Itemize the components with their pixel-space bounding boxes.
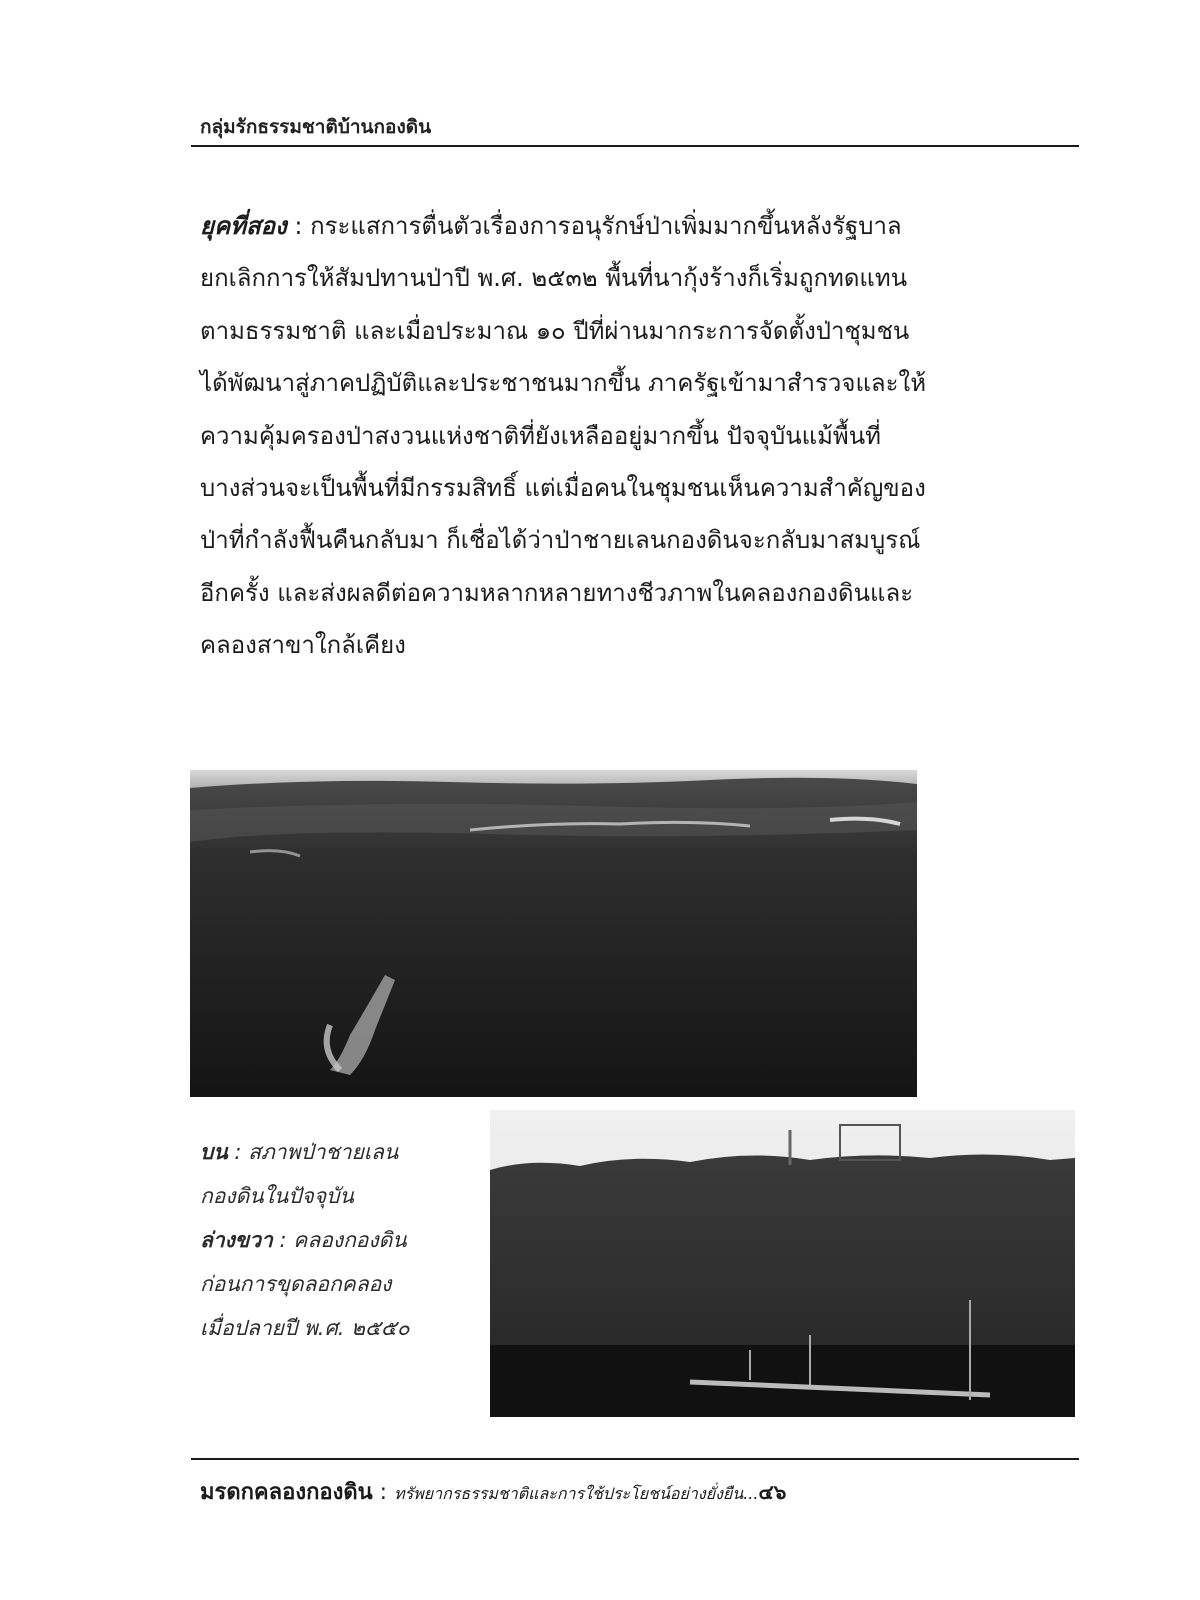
photo-caption [200,1130,470,1350]
body-paragraph [200,200,1070,672]
mangrove-forest-photo [190,770,917,1097]
caption-line: เมื่อปลายปี พ.ศ. ๒๕๕๐ [200,1316,410,1340]
paragraph-line: ยกเลิกการให้สัมปทานป่าปี พ.ศ. ๒๕๓๒ พื้นที่นากุ้งร้างก็เริ่มถูกทดแทน [200,264,908,293]
paragraph-line [200,200,1070,252]
paragraph-line: คลองสาขาใกล้เคียง [200,631,406,660]
caption-text: : คลองกองดิน [272,1228,407,1252]
caption-label-top: บน [200,1140,228,1164]
footer-separator: : [372,1480,395,1505]
paragraph-line: ตามธรรมชาติ และเมื่อประมาณ ๑๐ ปีที่ผ่านมากระการจัดตั้งป่าชุมชน [200,316,910,345]
paragraph-line: ป่าที่กำลังฟื้นคืนกลับมา ก็เชื่อได้ว่าป่าชายเลนกองดินจะกลับมาสมบูรณ์ [200,526,921,555]
header-rule [191,145,1079,147]
paragraph-line: ได้พัฒนาสู่ภาคปฏิบัติและประชาชนมากขึ้น ภาครัฐเข้ามาสำรวจและให้ [200,369,927,398]
footer-rule [191,1458,1079,1460]
caption-label-bottom-right: ล่างขวา [200,1228,273,1252]
page-number: ๔๖ [758,1480,787,1504]
footer-subtitle: ทรัพยากรธรรมชาติและการใช้ประโยชน์อย่างยั่งยืน [394,1484,744,1503]
caption-line: กองดินในปัจจุบัน [200,1184,354,1208]
footer-ellipsis: ... [743,1484,759,1503]
footer-title: มรดกคลองกองดิน [200,1480,373,1505]
caption-line [200,1218,470,1262]
caption-line: ก่อนการขุดลอกคลอง [200,1272,392,1296]
running-header: กลุ่มรักธรรมชาติบ้านกองดิน [200,116,432,138]
running-footer [200,1474,786,1509]
paragraph-line: ความคุ้มครองป่าสงวนแห่งชาติที่ยังเหลืออยู่มากขึ้น ปัจจุบันแม้พื้นที่ [200,421,881,450]
caption-text: : สภาพป่าชายเลน [227,1140,399,1164]
caption-line [200,1130,470,1174]
paragraph-line: อีกครั้ง และส่งผลดีต่อความหลากหลายทางชีวภาพในคลองกองดินและ [200,578,914,607]
paragraph-lead: ยุคที่สอง [200,212,287,240]
paragraph-line-text: : กระแสการตื่นตัวเรื่องการอนุรักษ์ป่าเพิ่มมากขึ้นหลังรัฐบาล [286,212,902,240]
paragraph-line: บางส่วนจะเป็นพื้นที่มีกรรมสิทธิ์ แต่เมื่อคนในชุมชนเห็นความสำคัญของ [200,474,926,503]
kongdin-canal-photo [490,1110,1075,1417]
